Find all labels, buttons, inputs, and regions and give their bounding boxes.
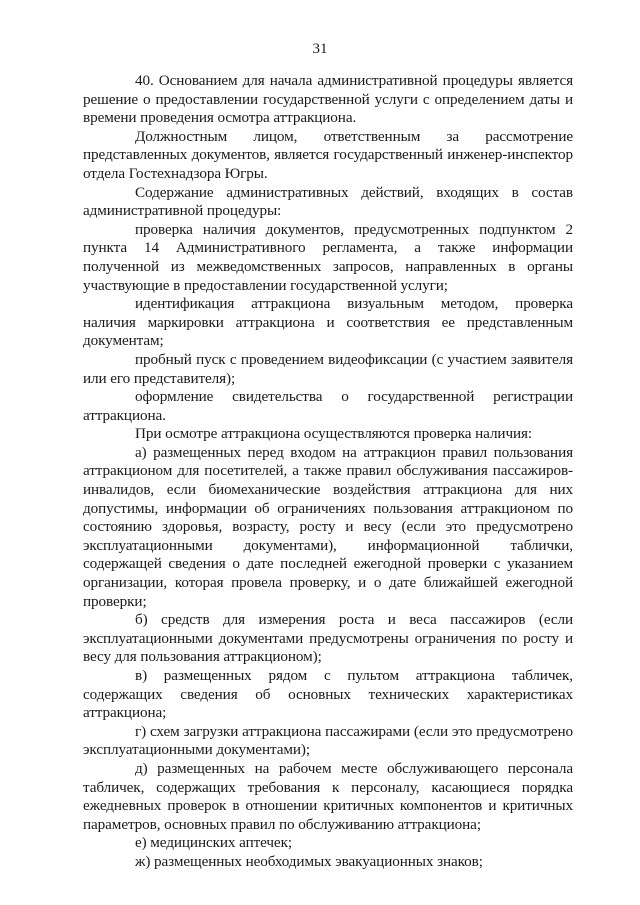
- paragraph: д) размещенных на рабочем месте обслуживающего персонала табличек, содержащих требования к персоналу, касающиеся порядка ежедневных проверок в отношении критичных компонентов и критичных параметров, основных правил по обслуживанию аттракциона;: [83, 759, 573, 833]
- document-body: [83, 72, 573, 872]
- paragraph: пробный пуск с проведением видеофиксации (с участием заявителя или его представителя);: [83, 350, 573, 387]
- paragraph: в) размещенных рядом с пультом аттракциона табличек, содержащих сведения об основных технических характеристиках аттракциона;: [83, 667, 573, 722]
- paragraph: ж) размещенных необходимых эвакуационных знаков;: [135, 852, 483, 870]
- paragraph: При осмотре аттракциона осуществляются проверка наличия:: [135, 425, 533, 443]
- paragraph: проверка наличия документов, предусмотренных подпунктом 2 пункта 14 Административного регламента, а также информации полученной из межведомственных запросов, направленных в органы участвующие в предоставлении государственной услуги;: [83, 220, 573, 294]
- page-number: 31: [312, 41, 328, 57]
- paragraph: Должностным лицом, ответственным за рассмотрение представленных документов, является государственный инженер-инспектор отдела Гостехнадзора Югры.: [83, 127, 573, 182]
- paragraph: г) схем загрузки аттракциона пассажирами (если это предусмотрено эксплуатационными документами);: [83, 722, 573, 759]
- paragraph: е) медицинских аптечек;: [135, 834, 292, 852]
- paragraph: оформление свидетельства о государственной регистрации аттракциона.: [83, 388, 573, 424]
- paragraph: идентификация аттракциона визуальным методом, проверка наличия маркировки аттракциона и соответствия ее представленным документам;: [83, 295, 573, 350]
- paragraph: 40. Основанием для начала административной процедуры является решение о предоставлении государственной услуги с определением даты и времени проведения осмотра аттракциона.: [83, 72, 573, 127]
- paragraph: б) средств для измерения роста и веса пассажиров (если эксплуатационными документами предусмотрены ограничения по росту и весу для пользования аттракционом);: [83, 611, 573, 666]
- paragraph: Содержание административных действий, входящих в состав административной процедуры:: [83, 183, 573, 220]
- paragraph: а) размещенных перед входом на аттракцион правил пользования аттракционом для посетителей, а также правил обслуживания пассажиров-инвалидов, если биомеханические воздействия аттракциона для них допустимы, информации об ограничениях пользования аттракционом по состоянию здоровья, возрасту, росту и весу (если это предусмотрено эксплуатационными документами), информационной таблички, содержащей сведения о дате последней ежегодной проверки с указанием организации, которая провела проверку, и о дате ближайшей ежегодной проверки;: [83, 443, 573, 610]
